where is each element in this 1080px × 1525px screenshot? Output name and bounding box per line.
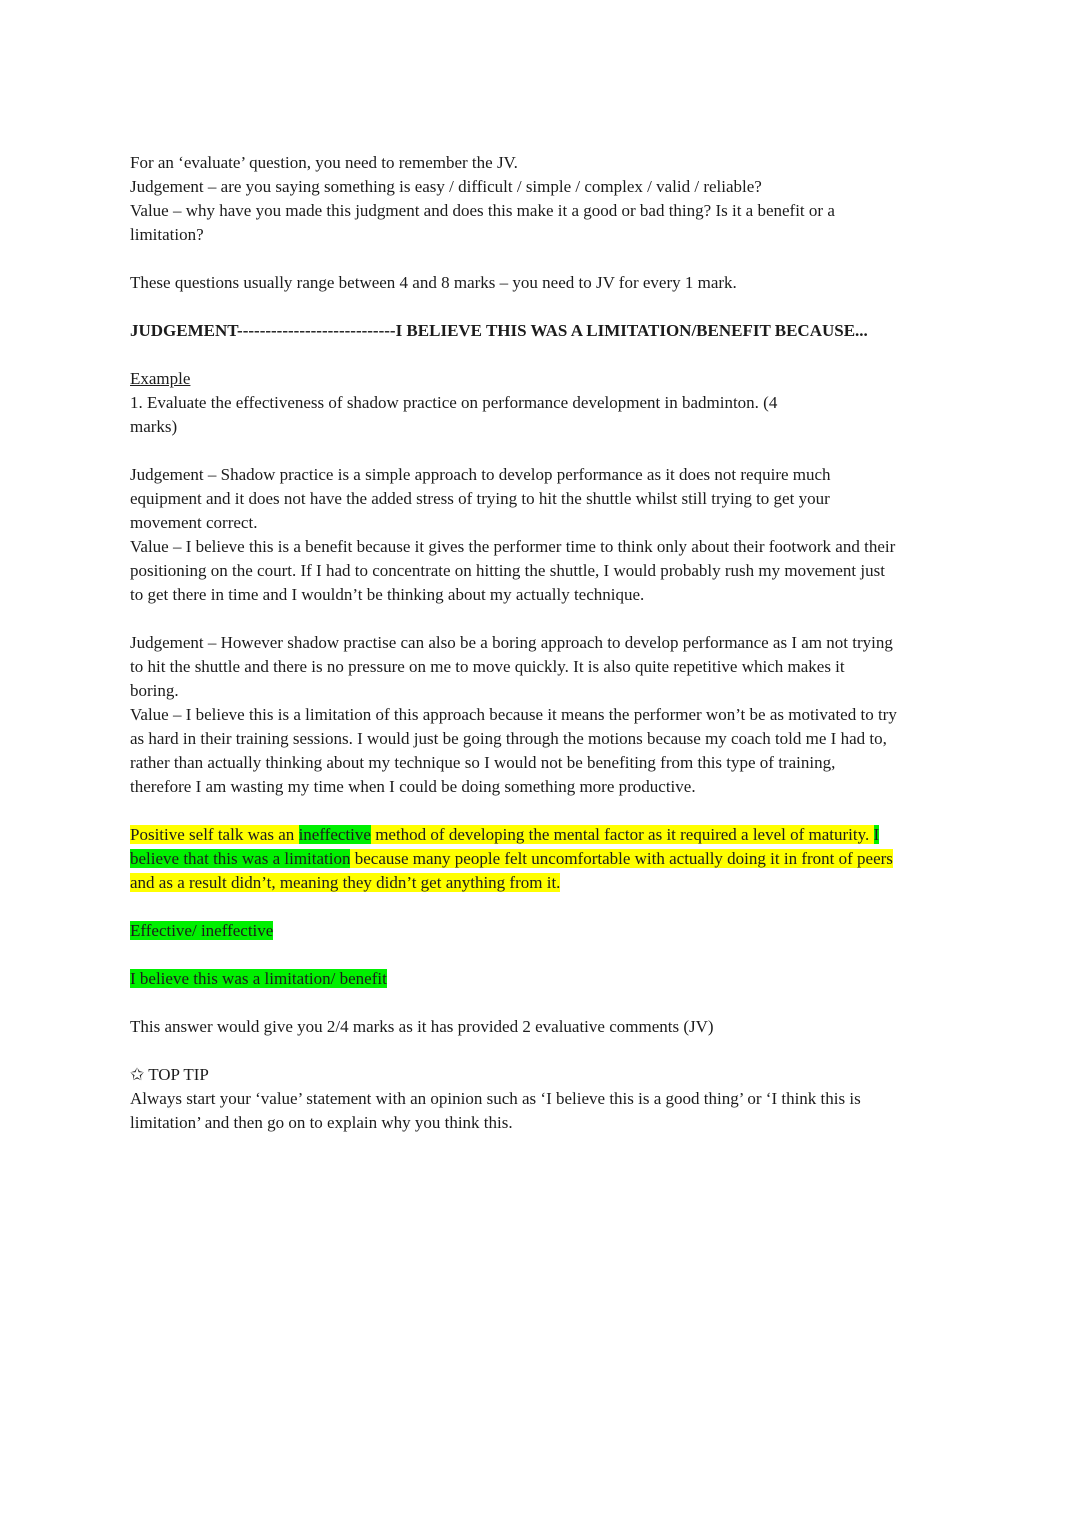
text-run: For an ‘evaluate’ question, you need to remember the JV. (130, 153, 518, 172)
text-run: as hard in their training sessions. I would just be going through the motions because my coach told me I had to, (130, 729, 887, 748)
example-paragraph-line (130, 391, 1040, 415)
intro-paragraph (130, 151, 1040, 247)
text-run: I (873, 825, 880, 844)
text-run: Judgement – However shadow practise can also be a boring approach to develop performance as I am not trying (130, 633, 893, 652)
intro-paragraph-line (130, 175, 1040, 199)
text-run: Value – I believe this is a benefit because it gives the performer time to think only about their footwork and their (130, 537, 896, 556)
highlighted-model-answer (130, 823, 1040, 895)
highlighted-model-answer-line (130, 871, 1040, 895)
judgement-limitation-paragraph-line (130, 775, 1040, 799)
top-tip-paragraph-line (130, 1087, 1040, 1111)
marks-awarded-note (130, 1015, 1040, 1039)
example-heading: Example (130, 369, 191, 388)
judgement-benefit-paragraph (130, 463, 1040, 607)
example-paragraph (130, 367, 1040, 439)
text-run: because many people felt uncomfortable with actually doing it in front of peers (350, 849, 893, 868)
highlighted-model-answer-line (130, 823, 1040, 847)
judgement-limitation-paragraph (130, 631, 1040, 799)
intro-paragraph-line (130, 223, 1040, 247)
judgement-formula-header-line (130, 319, 1040, 343)
text-run: boring. (130, 681, 179, 700)
text-run: limitation’ and then go on to explain why you think this. (130, 1113, 513, 1132)
text-run: rather than actually thinking about my technique so I would not be benefiting from this type of training, (130, 753, 836, 772)
text-run: Effective/ ineffective (130, 921, 274, 940)
marks-range-paragraph (130, 271, 1040, 295)
example-paragraph-line (130, 415, 1040, 439)
text-run: These questions usually range between 4 and 8 marks – you need to JV for every 1 mark. (130, 273, 737, 292)
judgement-benefit-paragraph-line (130, 487, 1040, 511)
intro-paragraph-line (130, 151, 1040, 175)
judgement-benefit-paragraph-line (130, 463, 1040, 487)
judgement-benefit-paragraph-line (130, 511, 1040, 535)
text-run: Value – I believe this is a limitation of this approach because it means the performer won’t be as motivated to try (130, 705, 897, 724)
text-run: Always start your ‘value’ statement with an opinion such as ‘I believe this is a good thing’ or ‘I think this is (130, 1089, 861, 1108)
text-run: limitation? (130, 225, 204, 244)
judgement-benefit-paragraph-line (130, 535, 1040, 559)
marks-range-paragraph-line (130, 271, 1040, 295)
text-run: movement correct. (130, 513, 258, 532)
judgement-limitation-paragraph-line (130, 703, 1040, 727)
text-run: believe that this was a limitation (130, 849, 351, 868)
top-tip-paragraph-line (130, 1063, 1040, 1087)
marks-awarded-note-line (130, 1015, 1040, 1039)
judgement-limitation-paragraph-line (130, 655, 1040, 679)
intro-paragraph-line (130, 199, 1040, 223)
text-run: to get there in time and I wouldn’t be thinking about my actually technique. (130, 585, 645, 604)
text-run: Value – why have you made this judgment and does this make it a good or bad thing? Is it a benefit or a (130, 201, 835, 220)
limitation-benefit-tag-line (130, 967, 1040, 991)
text-run: therefore I am wasting my time when I could be doing something more productive. (130, 777, 696, 796)
top-tip-paragraph-line (130, 1111, 1040, 1135)
judgement-limitation-paragraph-line (130, 679, 1040, 703)
judgement-limitation-paragraph-line (130, 751, 1040, 775)
text-run: Judgement – Shadow practice is a simple approach to develop performance as it does not require much (130, 465, 831, 484)
top-tip-paragraph (130, 1063, 1040, 1135)
text-run: This answer would give you 2/4 marks as it has provided 2 evaluative comments (JV) (130, 1017, 714, 1036)
example-paragraph-line (130, 367, 1040, 391)
text-run: method of developing the mental factor as it required a level of maturity. (370, 825, 874, 844)
text-run: JUDGEMENT----------------------------I BELIEVE THIS WAS A LIMITATION/BENEFIT BECAUSE... (130, 321, 868, 340)
text-run: ineffective (298, 825, 371, 844)
effective-ineffective-tag-line (130, 919, 1040, 943)
text-run: I believe this was a limitation/ benefit (130, 969, 387, 988)
text-run: Positive self talk was an (130, 825, 299, 844)
text-run: and as a result didn’t, meaning they didn’t get anything from it. (130, 873, 561, 892)
star-icon: ✩ (130, 1065, 145, 1084)
text-run: Judgement – are you saying something is easy / difficult / simple / complex / valid / reliable? (130, 177, 762, 196)
judgement-formula-header (130, 319, 1040, 343)
text-run: to hit the shuttle and there is no pressure on me to move quickly. It is also quite repetitive which makes it (130, 657, 845, 676)
text-run: equipment and it does not have the added stress of trying to hit the shuttle whilst still trying to get your (130, 489, 830, 508)
text-run: 1. Evaluate the effectiveness of shadow practice on performance development in badminton. (4 (130, 393, 778, 412)
judgement-limitation-paragraph-line (130, 631, 1040, 655)
judgement-benefit-paragraph-line (130, 583, 1040, 607)
judgement-limitation-paragraph-line (130, 727, 1040, 751)
effective-ineffective-tag (130, 919, 1040, 943)
highlighted-model-answer-line (130, 847, 1040, 871)
limitation-benefit-tag (130, 967, 1040, 991)
text-run: positioning on the court. If I had to concentrate on hitting the shuttle, I would probably rush my movement just (130, 561, 885, 580)
text-run: marks) (130, 417, 178, 436)
text-run: TOP TIP (144, 1065, 209, 1084)
judgement-benefit-paragraph-line (130, 559, 1040, 583)
